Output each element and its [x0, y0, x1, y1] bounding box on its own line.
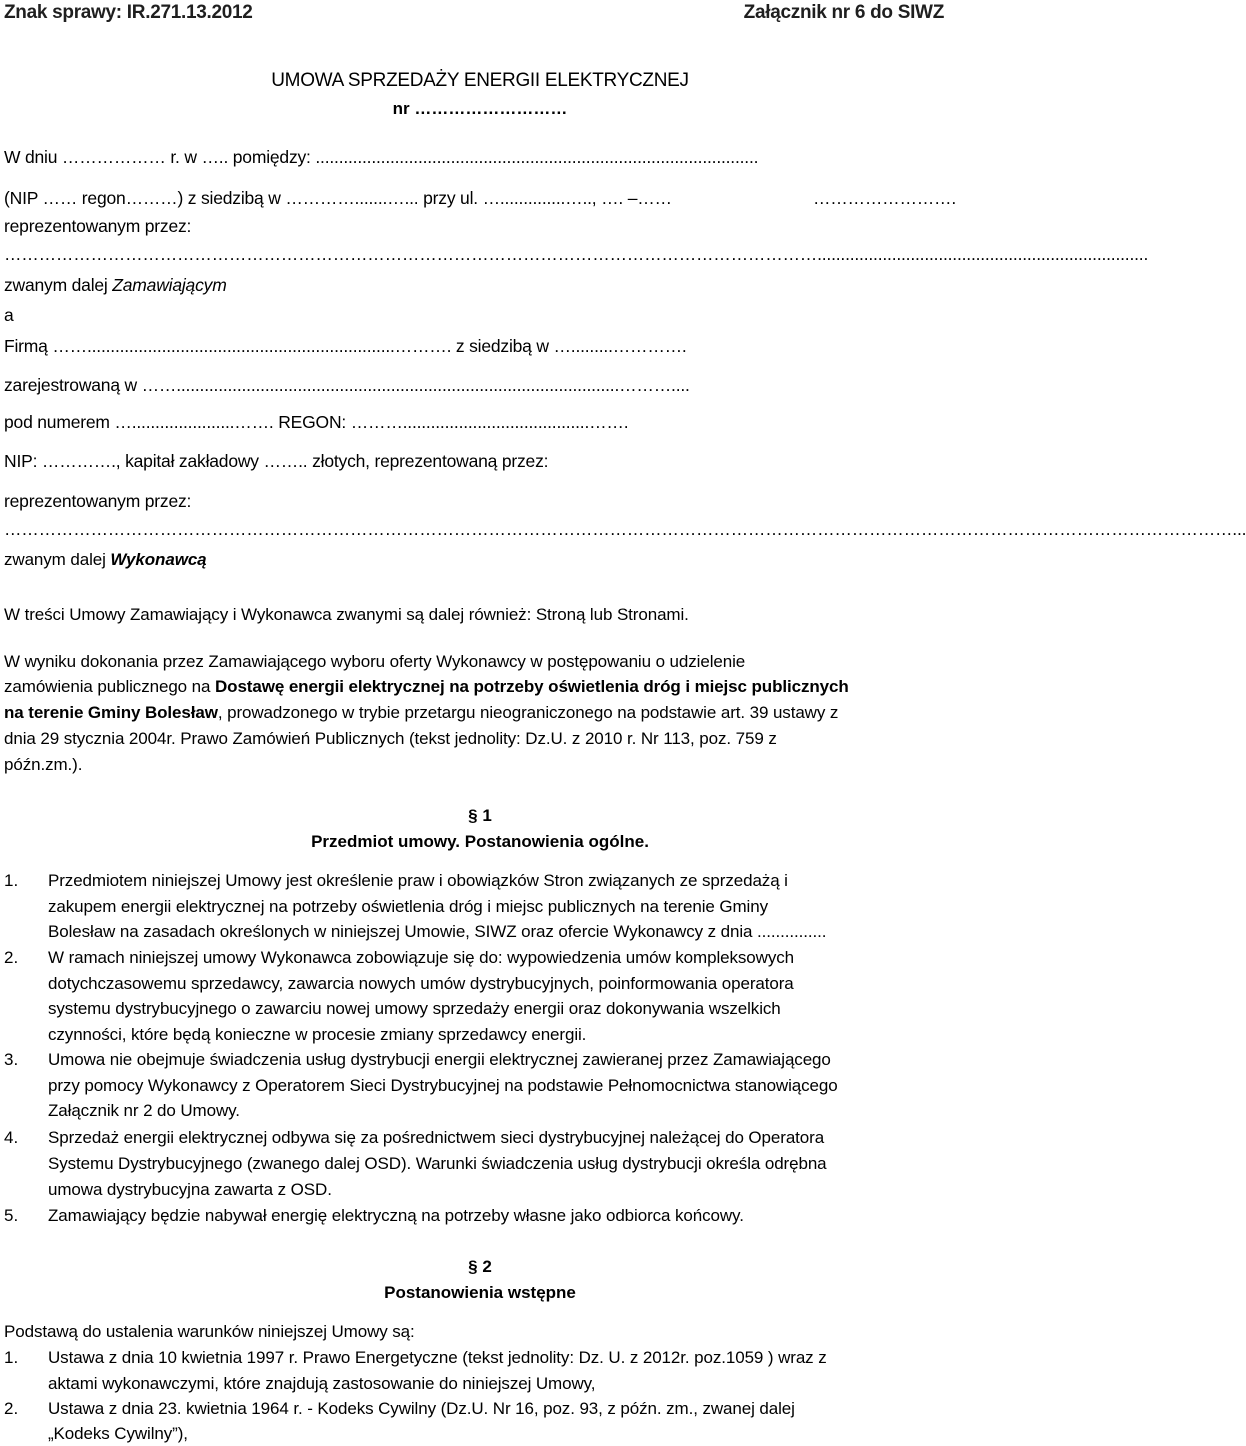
parties-line-13: zwanym dalej Wykonawcą [4, 550, 207, 569]
parties-line-6: a [4, 305, 14, 325]
s1-item-2-number: 2. [4, 948, 19, 967]
section-2-heading: Postanowienia wstępne [384, 1283, 576, 1302]
parties-line-3: reprezentowanym przez: [4, 216, 192, 236]
s1-item-2-line-2: dotychczasowemu sprzedawcy, zawarcia nowych umów dystrybucyjnych, poinformowania operatora [48, 974, 794, 993]
parties-line-12: ……………………………………………………………………………………………………………………………………………………………………………………………... [4, 519, 1246, 539]
s1-item-4-line-2: Systemu Dystrybucyjnego (zwanego dalej OSD). Warunki świadczenia usług dystrybucji określa odrębna [48, 1154, 827, 1173]
s1-item-2-line-1: W ramach niniejszej umowy Wykonawca zobowiązuje się do: wypowiedzenia umów kompleksowych [48, 948, 794, 967]
parties-line-2: (NIP …… regon………) z siedzibą w ………….......…... przy ul. …..............….., …. –…… ……………………. [4, 188, 956, 208]
s1-item-1-number: 1. [4, 871, 19, 890]
s1-item-2-line-4: czynności, które będą konieczne w procesie zmiany sprzedawcy energii. [48, 1025, 587, 1044]
parties-line-8: zarejestrowaną w ……...............................................................................................……….... [4, 375, 690, 395]
s2-item-1-line-1: Ustawa z dnia 10 kwietnia 1997 r. Prawo Energetyczne (tekst jednolity: Dz. U. z 2012r. poz.1059 ) wraz z [48, 1348, 827, 1367]
parties-line-9: pod numerem …......................……. REGON: ………........................................……. [4, 412, 629, 432]
s1-item-5-line-1: Zamawiający będzie nabywał energię elektryczną na potrzeby własne jako odbiorca końcowy. [48, 1206, 744, 1225]
section-1-heading: Przedmiot umowy. Postanowienia ogólne. [311, 832, 649, 851]
document-number: nr ……………………… [392, 99, 568, 118]
parties-line-1: W dniu ……………… r. w ….. pomiędzy: ............................................................................................... [4, 147, 759, 167]
parties-line-11: reprezentowanym przez: [4, 491, 192, 511]
parties-line-4: ……………………………………………………………………………………………………………………………....................................................................... [4, 244, 1149, 264]
s1-item-3-line-2: przy pomocy Wykonawcy z Operatorem Sieci Dystrybucyjnej na podstawie Pełnomocnictwa stanowiącego [48, 1076, 838, 1095]
section-2-number: § 2 [468, 1257, 492, 1276]
s2-item-2-line-2: „Kodeks Cywilny”), [48, 1424, 188, 1443]
case-number: Znak sprawy: IR.271.13.2012 [4, 2, 253, 23]
ordering-party-name: Zamawiającym [112, 275, 227, 295]
intro-paragraph-2-line-4: dnia 29 stycznia 2004r. Prawo Zamówień Publicznych (tekst jednolity: Dz.U. z 2010 r. Nr 113, poz. 759 z [4, 729, 777, 748]
document-title: UMOWA SPRZEDAŻY ENERGII ELEKTRYCZNEJ [271, 70, 689, 91]
s1-item-2-line-3: systemu dystrybucyjnego o zawarciu nowej umowy sprzedaży energii oraz dokonywania wszelkich [48, 999, 781, 1018]
s1-item-3-number: 3. [4, 1050, 19, 1069]
section-2-lead: Podstawą do ustalenia warunków niniejszej Umowy są: [4, 1322, 415, 1341]
s1-item-1-line-2: zakupem energii elektrycznej na potrzeby oświetlenia dróg i miejsc publicznych na terenie Gminy [48, 897, 768, 916]
s1-item-3-line-3: Załącznik nr 2 do Umowy. [48, 1101, 240, 1120]
s1-item-1-line-1: Przedmiotem niniejszej Umowy jest określenie praw i obowiązków Stron związanych ze sprzedażą i [48, 871, 788, 890]
parties-line-7: Firmą ……..................................................................………. z siedzibą w ….........…………. [4, 336, 687, 356]
page-header [4, 2, 944, 26]
intro-paragraph-2-line-2: zamówienia publicznego na Dostawę energii elektrycznej na potrzeby oświetlenia dróg i miejsc publicznych [4, 677, 849, 696]
s1-item-4-line-3: umowa dystrybucyjna zawarta z OSD. [48, 1180, 332, 1199]
s2-item-2-line-1: Ustawa z dnia 23. kwietnia 1964 r. - Kodeks Cywilny (Dz.U. Nr 16, poz. 93, z późn. zm., zwanej dalej [48, 1399, 795, 1418]
parties-line-10: NIP: …………., kapitał zakładowy …….. złotych, reprezentowaną przez: [4, 451, 549, 471]
s1-item-4-number: 4. [4, 1128, 19, 1147]
s1-item-4-line-1: Sprzedaż energii elektrycznej odbywa się za pośrednictwem sieci dystrybucyjnej należącej do Operatora [48, 1128, 825, 1147]
contractor-name: Wykonawcą [110, 550, 207, 569]
intro-paragraph-2-line-1: W wyniku dokonania przez Zamawiającego wyboru oferty Wykonawcy w postępowaniu o udzielenie [4, 652, 746, 671]
s2-item-1-number: 1. [4, 1348, 19, 1367]
s1-item-5-number: 5. [4, 1206, 19, 1225]
s1-item-1-line-3: Bolesław na zasadach określonych w niniejszej Umowie, SIWZ oraz ofercie Wykonawcy z dnia ............... [48, 922, 827, 941]
intro-paragraph-2-line-5: późn.zm.). [4, 755, 83, 774]
section-1-number: § 1 [468, 806, 492, 825]
attachment-label: Załącznik nr 6 do SIWZ [743, 2, 944, 23]
intro-paragraph-2-line-3: na terenie Gminy Bolesław, prowadzonego w trybie przetargu nieograniczonego na podstawie art. 39 ustawy z [4, 703, 839, 722]
s1-item-3-line-1: Umowa nie obejmuje świadczenia usług dystrybucji energii elektrycznej zawieranej przez Zamawiającego [48, 1050, 831, 1069]
intro-paragraph-1: W treści Umowy Zamawiający i Wykonawca zwanymi są dalej również: Stroną lub Stronami. [4, 605, 689, 624]
s2-item-1-line-2: aktami wykonawczymi, które znajdują zastosowanie do niniejszej Umowy, [48, 1374, 596, 1393]
s2-item-2-number: 2. [4, 1399, 19, 1418]
parties-line-5: zwanym dalej Zamawiającym [4, 275, 227, 295]
